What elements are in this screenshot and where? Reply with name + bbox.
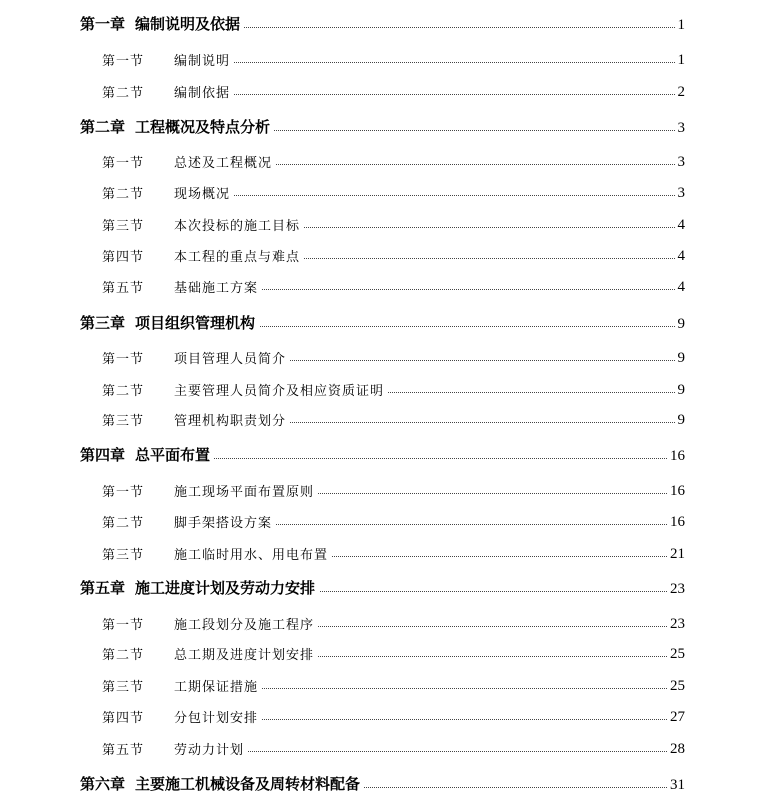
toc-chapter-entry[interactable] — [0, 10, 761, 34]
toc-entry-title: 总工期及进度计划安排 — [174, 648, 315, 663]
toc-entry-text — [102, 246, 304, 265]
toc-page-number: 3 — [675, 154, 686, 171]
toc-entry-title: 工程概况及特点分析 — [135, 118, 271, 136]
toc-entry-label: 第三节 — [102, 680, 145, 695]
toc-entry-title: 主要施工机械设备及周转材料配备 — [135, 775, 361, 793]
toc-entry-label: 第三章 — [80, 314, 126, 332]
dot-leader — [180, 751, 683, 752]
toc-section-entry[interactable] — [0, 609, 761, 633]
toc-entry-label: 第二节 — [102, 187, 145, 202]
toc-entry-text — [102, 707, 262, 726]
toc-page-number: 4 — [675, 248, 686, 265]
toc-entry-label: 第三节 — [102, 219, 145, 234]
toc-entry-label: 第二节 — [102, 384, 145, 399]
toc-page-number: 2 — [675, 84, 686, 101]
toc-entry-label: 第一章 — [80, 15, 126, 33]
toc-section-entry[interactable] — [0, 734, 761, 758]
toc-section-entry[interactable] — [0, 639, 761, 663]
toc-page-number: 3 — [675, 120, 686, 137]
toc-page-number: 27 — [667, 709, 685, 726]
toc-chapter-entry[interactable] — [0, 770, 761, 794]
toc-entry-title: 基础施工方案 — [174, 281, 259, 296]
toc-section-entry[interactable] — [0, 405, 761, 429]
toc-section-entry[interactable] — [0, 210, 761, 234]
toc-entry-text — [80, 444, 214, 465]
toc-chapter-entry[interactable] — [0, 441, 761, 465]
toc-entry-text — [102, 82, 234, 101]
toc-entry-label: 第一节 — [102, 352, 145, 367]
toc-entry-text — [102, 277, 262, 296]
toc-section-entry[interactable] — [0, 476, 761, 500]
toc-entry-text — [102, 644, 318, 663]
toc-page-number: 16 — [667, 448, 685, 465]
toc-entry-title: 总述及工程概况 — [174, 156, 273, 171]
toc-page-number: 21 — [667, 546, 685, 563]
toc-entry-label: 第五节 — [102, 281, 145, 296]
dot-leader — [180, 94, 683, 95]
toc-section-entry[interactable] — [0, 539, 761, 563]
toc-entry-label: 第二节 — [102, 516, 145, 531]
toc-entry-label: 第二节 — [102, 648, 145, 663]
toc-entry-text — [80, 773, 364, 794]
toc-entry-title: 编制说明及依据 — [135, 15, 241, 33]
toc-page-number: 9 — [675, 350, 686, 367]
toc-section-entry[interactable] — [0, 343, 761, 367]
toc-entry-text — [102, 380, 388, 399]
toc-page-number: 9 — [675, 382, 686, 399]
toc-entry-text — [102, 152, 276, 171]
toc-section-entry[interactable] — [0, 147, 761, 171]
dot-leader — [200, 27, 683, 28]
toc-section-entry[interactable] — [0, 507, 761, 531]
toc-page-number: 3 — [675, 185, 686, 202]
toc-section-entry[interactable] — [0, 241, 761, 265]
toc-entry-title: 施工临时用水、用电布置 — [174, 548, 329, 563]
toc-entry-text — [80, 13, 244, 34]
toc-page-number: 1 — [675, 17, 686, 34]
toc-page-number: 31 — [667, 777, 685, 794]
toc-entry-title: 劳动力计划 — [174, 743, 245, 758]
dot-leader — [200, 326, 683, 327]
toc-section-entry[interactable] — [0, 671, 761, 695]
toc-page-number: 25 — [667, 678, 685, 695]
toc-entry-text — [102, 215, 304, 234]
toc-entry-title: 施工段划分及施工程序 — [174, 618, 315, 633]
toc-entry-text — [102, 512, 276, 531]
toc-chapter-entry[interactable] — [0, 113, 761, 137]
toc-entry-text — [102, 739, 248, 758]
toc-entry-text — [102, 183, 234, 202]
toc-entry-title: 施工进度计划及劳动力安排 — [135, 579, 316, 597]
toc-entry-title: 编制说明 — [174, 54, 231, 69]
toc-page-number: 23 — [667, 581, 685, 598]
toc-entry-text — [102, 50, 234, 69]
toc-entry-label: 第五章 — [80, 579, 126, 597]
toc-entry-label: 第四节 — [102, 250, 145, 265]
toc-entry-title: 脚手架搭设方案 — [174, 516, 273, 531]
toc-page-number: 9 — [675, 316, 686, 333]
toc-section-entry[interactable] — [0, 375, 761, 399]
toc-chapter-entry[interactable] — [0, 574, 761, 598]
dot-leader — [200, 458, 683, 459]
toc-entry-title: 施工现场平面布置原则 — [174, 485, 315, 500]
toc-entry-title: 管理机构职责划分 — [174, 414, 287, 429]
toc-section-entry[interactable] — [0, 272, 761, 296]
toc-entry-title: 本工程的重点与难点 — [174, 250, 301, 265]
toc-entry-text — [80, 116, 274, 137]
toc-page-number: 4 — [675, 217, 686, 234]
toc-section-entry[interactable] — [0, 45, 761, 69]
toc-entry-title: 工期保证措施 — [174, 680, 259, 695]
toc-section-entry[interactable] — [0, 178, 761, 202]
toc-entry-title: 现场概况 — [174, 187, 231, 202]
toc-entry-title: 编制依据 — [174, 86, 231, 101]
toc-entry-text — [102, 348, 290, 367]
toc-entry-label: 第六章 — [80, 775, 126, 793]
toc-entry-title: 本次投标的施工目标 — [174, 219, 301, 234]
toc-entry-label: 第二节 — [102, 86, 145, 101]
toc-entry-title: 项目组织管理机构 — [135, 314, 256, 332]
toc-section-entry[interactable] — [0, 77, 761, 101]
toc-entry-label: 第一节 — [102, 54, 145, 69]
toc-page-number: 28 — [667, 741, 685, 758]
toc-entry-label: 第四节 — [102, 711, 145, 726]
toc-entry-text — [102, 676, 262, 695]
toc-entry-text — [102, 410, 290, 429]
toc-entry-label: 第一节 — [102, 618, 145, 633]
dot-leader — [180, 195, 683, 196]
toc-entry-label: 第四章 — [80, 446, 126, 464]
toc-entry-text — [102, 544, 332, 563]
toc-page-number: 16 — [667, 514, 685, 531]
toc-entry-title: 项目管理人员简介 — [174, 352, 287, 367]
toc-chapter-entry[interactable] — [0, 309, 761, 333]
toc-entry-label: 第一节 — [102, 485, 145, 500]
toc-entry-text — [80, 577, 319, 598]
toc-entry-label: 第一节 — [102, 156, 145, 171]
toc-entry-label: 第三节 — [102, 414, 145, 429]
toc-page-number: 4 — [675, 279, 686, 296]
toc-entry-title: 总平面布置 — [135, 446, 211, 464]
toc-entry-title: 分包计划安排 — [174, 711, 259, 726]
toc-page-number: 1 — [675, 52, 686, 69]
dot-leader — [180, 62, 683, 63]
toc-page-number: 16 — [667, 483, 685, 500]
toc-entry-text — [80, 312, 259, 333]
toc-entry-label: 第五节 — [102, 743, 145, 758]
toc-entry-text — [102, 481, 318, 500]
toc-page-number: 9 — [675, 412, 686, 429]
toc-page-number: 23 — [667, 616, 685, 633]
toc-entry-label: 第三节 — [102, 548, 145, 563]
toc-entry-label: 第二章 — [80, 118, 126, 136]
toc-entry-text — [102, 614, 318, 633]
toc-section-entry[interactable] — [0, 702, 761, 726]
toc-page-number: 25 — [667, 646, 685, 663]
toc-entry-title: 主要管理人员简介及相应资质证明 — [174, 384, 385, 399]
